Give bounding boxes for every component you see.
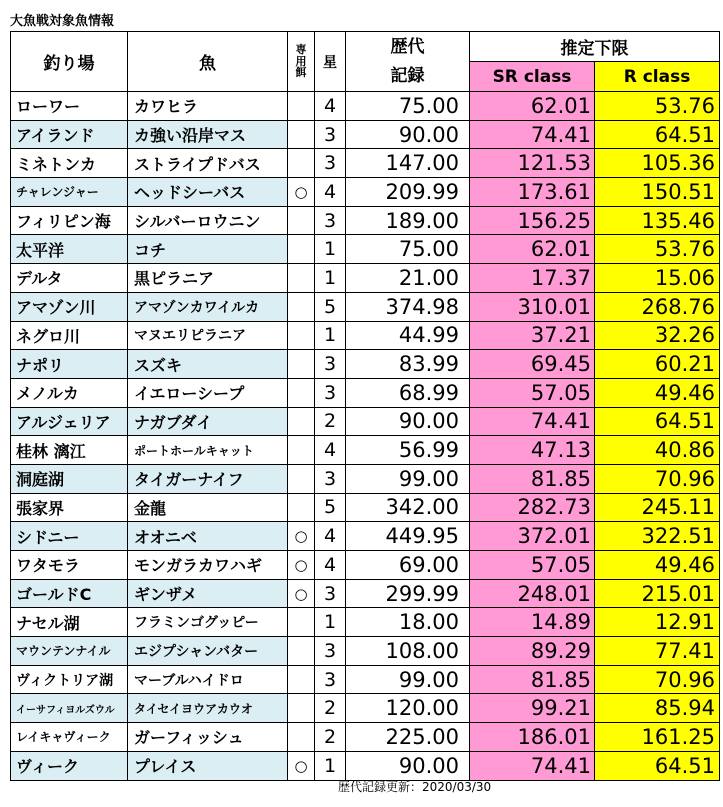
r-class-cell: 12.91	[595, 608, 720, 637]
table-row	[11, 178, 720, 207]
r-class-cell: 64.51	[595, 120, 720, 149]
table-row	[11, 493, 720, 522]
stars-cell: 3	[315, 378, 346, 407]
header-estimate: 推定下限	[470, 32, 720, 62]
location-cell: ミネトンカ	[11, 149, 128, 178]
r-class-cell: 150.51	[595, 178, 720, 207]
record-cell: 120.00	[346, 694, 470, 723]
location-cell: 洞庭湖	[11, 464, 128, 493]
bait-cell	[288, 493, 315, 522]
header-fish: 魚	[128, 32, 288, 92]
sr-class-cell: 37.21	[470, 321, 595, 350]
table-row	[11, 350, 720, 379]
header-stars: 星	[315, 32, 346, 92]
bait-cell	[288, 120, 315, 149]
header-record	[346, 32, 470, 92]
record-cell: 75.00	[346, 235, 470, 264]
r-class-cell: 53.76	[595, 235, 720, 264]
sr-class-cell: 74.41	[470, 120, 595, 149]
record-cell: 299.99	[346, 579, 470, 608]
r-class-cell: 215.01	[595, 579, 720, 608]
stars-cell: 4	[315, 551, 346, 580]
bait-cell: ○	[288, 751, 315, 780]
fish-cell: 黒ピラニア	[128, 264, 288, 293]
table-row	[11, 522, 720, 551]
location-cell: ネグロ川	[11, 321, 128, 350]
sr-class-cell: 14.89	[470, 608, 595, 637]
fish-cell: ヘッドシーバス	[128, 178, 288, 207]
location-cell: メノルカ	[11, 378, 128, 407]
table-row	[11, 92, 720, 121]
bait-cell	[288, 608, 315, 637]
r-class-cell: 70.96	[595, 665, 720, 694]
header-record-line: 記録	[390, 65, 425, 86]
bait-cell	[288, 436, 315, 465]
stars-cell: 3	[315, 579, 346, 608]
stars-cell: 4	[315, 178, 346, 207]
bait-cell	[288, 206, 315, 235]
sr-class-cell: 17.37	[470, 264, 595, 293]
stars-cell: 4	[315, 92, 346, 121]
r-class-cell: 60.21	[595, 350, 720, 379]
table-row	[11, 694, 720, 723]
r-class-cell: 40.86	[595, 436, 720, 465]
table-row	[11, 407, 720, 436]
table-row	[11, 751, 720, 780]
fish-cell: マヌエリピラニア	[128, 321, 288, 350]
table-row	[11, 579, 720, 608]
sr-class-cell: 69.45	[470, 350, 595, 379]
r-class-cell: 245.11	[595, 493, 720, 522]
header-sr-class: SR class	[470, 62, 595, 92]
header-bait-char: 専	[295, 43, 307, 57]
stars-cell: 2	[315, 694, 346, 723]
r-class-cell: 49.46	[595, 551, 720, 580]
table-row	[11, 608, 720, 637]
sr-class-cell: 81.85	[470, 464, 595, 493]
bait-cell	[288, 350, 315, 379]
sr-class-cell: 156.25	[470, 206, 595, 235]
r-class-cell: 32.26	[595, 321, 720, 350]
record-cell: 18.00	[346, 608, 470, 637]
stars-cell: 4	[315, 436, 346, 465]
r-class-cell: 70.96	[595, 464, 720, 493]
sr-class-cell: 248.01	[470, 579, 595, 608]
location-cell: シドニー	[11, 522, 128, 551]
bait-cell	[288, 407, 315, 436]
fish-cell: タイセイヨウアカウオ	[128, 694, 288, 723]
location-cell: デルタ	[11, 264, 128, 293]
record-cell: 449.95	[346, 522, 470, 551]
stars-cell: 3	[315, 120, 346, 149]
bait-cell	[288, 665, 315, 694]
stars-cell: 1	[315, 264, 346, 293]
fish-cell: ストライプドバス	[128, 149, 288, 178]
stars-cell: 5	[315, 493, 346, 522]
record-cell: 99.00	[346, 464, 470, 493]
location-cell: ヴィーク	[11, 751, 128, 780]
record-cell: 108.00	[346, 637, 470, 666]
bait-cell	[288, 464, 315, 493]
r-class-cell: 64.51	[595, 407, 720, 436]
location-cell: チャレンジャー	[11, 178, 128, 207]
fish-cell: プレイス	[128, 751, 288, 780]
stars-cell: 2	[315, 723, 346, 752]
bait-cell	[288, 321, 315, 350]
r-class-cell: 135.46	[595, 206, 720, 235]
fish-cell: エジプシャンバター	[128, 637, 288, 666]
bait-cell	[288, 292, 315, 321]
header-record-line: 歴代	[390, 36, 425, 57]
stars-cell: 1	[315, 751, 346, 780]
table-row	[11, 464, 720, 493]
location-cell: イーサフィヨルズウル	[11, 694, 128, 723]
sr-class-cell: 186.01	[470, 723, 595, 752]
bait-cell	[288, 723, 315, 752]
fish-cell: スズキ	[128, 350, 288, 379]
location-cell: ナセル湖	[11, 608, 128, 637]
table-row	[11, 321, 720, 350]
table-row	[11, 436, 720, 465]
fish-cell: アマゾンカワイルカ	[128, 292, 288, 321]
record-cell: 147.00	[346, 149, 470, 178]
table-row	[11, 149, 720, 178]
location-cell: ゴールドC	[11, 579, 128, 608]
stars-cell: 1	[315, 235, 346, 264]
fish-cell: イエローシープ	[128, 378, 288, 407]
location-cell: アルジェリア	[11, 407, 128, 436]
stars-cell: 3	[315, 350, 346, 379]
record-cell: 21.00	[346, 264, 470, 293]
sr-class-cell: 372.01	[470, 522, 595, 551]
fish-cell: シルバーロウニン	[128, 206, 288, 235]
record-cell: 374.98	[346, 292, 470, 321]
fish-cell: フラミンゴグッピー	[128, 608, 288, 637]
record-cell: 75.00	[346, 92, 470, 121]
record-cell: 99.00	[346, 665, 470, 694]
sr-class-cell: 89.29	[470, 637, 595, 666]
location-cell: 張家界	[11, 493, 128, 522]
stars-cell: 3	[315, 665, 346, 694]
sheet-title: 大魚戦対象魚情報	[10, 14, 115, 29]
fish-table	[10, 31, 720, 781]
r-class-cell: 53.76	[595, 92, 720, 121]
bait-cell	[288, 637, 315, 666]
fish-cell: モンガラカワハギ	[128, 551, 288, 580]
sr-class-cell: 81.85	[470, 665, 595, 694]
fish-cell: タイガーナイフ	[128, 464, 288, 493]
record-cell: 83.99	[346, 350, 470, 379]
table-row	[11, 378, 720, 407]
sr-class-cell: 47.13	[470, 436, 595, 465]
fish-cell: カ強い沿岸マス	[128, 120, 288, 149]
fish-cell: ギンザメ	[128, 579, 288, 608]
record-cell: 68.99	[346, 378, 470, 407]
sr-class-cell: 62.01	[470, 92, 595, 121]
r-class-cell: 49.46	[595, 378, 720, 407]
stars-cell: 3	[315, 637, 346, 666]
record-cell: 225.00	[346, 723, 470, 752]
table-row	[11, 723, 720, 752]
location-cell: アマゾン川	[11, 292, 128, 321]
fish-cell: カワヒラ	[128, 92, 288, 121]
table-row	[11, 235, 720, 264]
table-row	[11, 264, 720, 293]
location-cell: フィリピン海	[11, 206, 128, 235]
sr-class-cell: 99.21	[470, 694, 595, 723]
table-row	[11, 120, 720, 149]
r-class-cell: 15.06	[595, 264, 720, 293]
table-row	[11, 637, 720, 666]
bait-cell	[288, 694, 315, 723]
fish-cell: マーブルハイドロ	[128, 665, 288, 694]
table-row	[11, 292, 720, 321]
location-cell: ワタモラ	[11, 551, 128, 580]
fish-cell: ナガブダイ	[128, 407, 288, 436]
stars-cell: 5	[315, 292, 346, 321]
sr-class-cell: 62.01	[470, 235, 595, 264]
record-cell: 56.99	[346, 436, 470, 465]
record-cell: 209.99	[346, 178, 470, 207]
header-bait	[288, 32, 315, 92]
location-cell: ローワー	[11, 92, 128, 121]
record-cell: 189.00	[346, 206, 470, 235]
r-class-cell: 77.41	[595, 637, 720, 666]
update-note: 歴代記録更新：2020/03/30	[338, 780, 492, 794]
sr-class-cell: 74.41	[470, 407, 595, 436]
fish-cell: 金龍	[128, 493, 288, 522]
bait-cell	[288, 378, 315, 407]
record-cell: 44.99	[346, 321, 470, 350]
location-cell: 桂林 漓江	[11, 436, 128, 465]
header-bait-char: 餌	[295, 66, 307, 80]
stars-cell: 1	[315, 608, 346, 637]
location-cell: マウンテンナイル	[11, 637, 128, 666]
bait-cell	[288, 149, 315, 178]
header-r-class: R class	[595, 62, 720, 92]
r-class-cell: 161.25	[595, 723, 720, 752]
record-cell: 342.00	[346, 493, 470, 522]
sr-class-cell: 282.73	[470, 493, 595, 522]
location-cell: レイキャヴィーク	[11, 723, 128, 752]
sr-class-cell: 310.01	[470, 292, 595, 321]
record-cell: 69.00	[346, 551, 470, 580]
r-class-cell: 268.76	[595, 292, 720, 321]
table-row	[11, 551, 720, 580]
stars-cell: 3	[315, 464, 346, 493]
fish-cell: コチ	[128, 235, 288, 264]
bait-cell	[288, 92, 315, 121]
table-row	[11, 206, 720, 235]
r-class-cell: 64.51	[595, 751, 720, 780]
stars-cell: 3	[315, 206, 346, 235]
sr-class-cell: 74.41	[470, 751, 595, 780]
fish-cell: ガーフィッシュ	[128, 723, 288, 752]
record-cell: 90.00	[346, 751, 470, 780]
sr-class-cell: 121.53	[470, 149, 595, 178]
location-cell: アイランド	[11, 120, 128, 149]
stars-cell: 4	[315, 522, 346, 551]
stars-cell: 1	[315, 321, 346, 350]
record-cell: 90.00	[346, 120, 470, 149]
header-location: 釣り場	[11, 32, 128, 92]
bait-cell: ○	[288, 178, 315, 207]
r-class-cell: 85.94	[595, 694, 720, 723]
sr-class-cell: 57.05	[470, 551, 595, 580]
fish-cell: ポートホールキャット	[128, 436, 288, 465]
stars-cell: 3	[315, 149, 346, 178]
bait-cell: ○	[288, 579, 315, 608]
record-cell: 90.00	[346, 407, 470, 436]
sr-class-cell: 57.05	[470, 378, 595, 407]
location-cell: 太平洋	[11, 235, 128, 264]
stars-cell: 2	[315, 407, 346, 436]
header-bait-char: 用	[295, 54, 307, 68]
bait-cell	[288, 235, 315, 264]
table-row	[11, 665, 720, 694]
bait-cell: ○	[288, 522, 315, 551]
fish-cell: オオニベ	[128, 522, 288, 551]
bait-cell: ○	[288, 551, 315, 580]
sr-class-cell: 173.61	[470, 178, 595, 207]
location-cell: ヴィクトリア湖	[11, 665, 128, 694]
location-cell: ナポリ	[11, 350, 128, 379]
r-class-cell: 105.36	[595, 149, 720, 178]
bait-cell	[288, 264, 315, 293]
r-class-cell: 322.51	[595, 522, 720, 551]
